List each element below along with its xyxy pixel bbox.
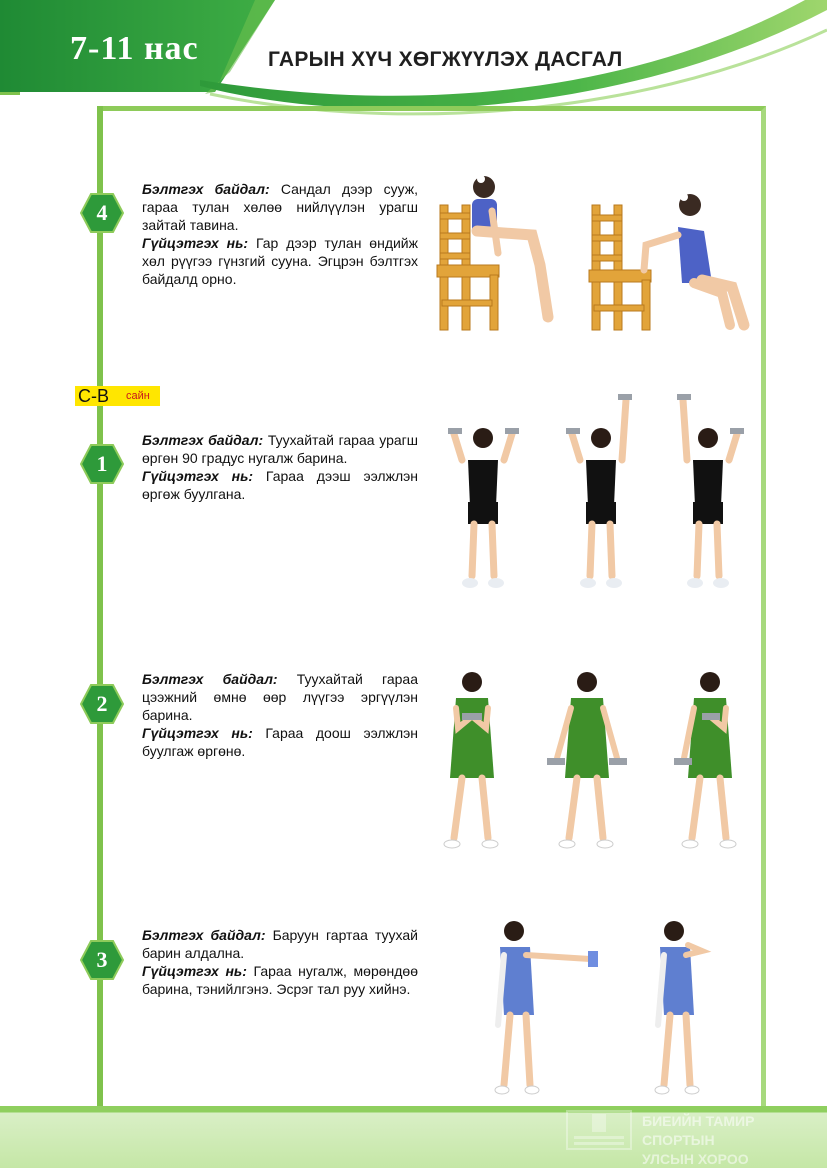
exec-label: Гүйцэтгэх нь: xyxy=(142,963,247,979)
exercise-number: 1 xyxy=(96,451,108,476)
level-label: сайн xyxy=(126,390,150,402)
age-label: 7-11 нас xyxy=(70,30,199,67)
exercise-number: 3 xyxy=(96,947,108,972)
exercise-number-badge xyxy=(80,940,124,980)
prep-text: Сандал дээр сууж, гараа тулан хөлөө нийлүүлэн урагш зайтай тавина. xyxy=(142,181,419,233)
footer-line-1: БИЕИЙН ТАМИР СПОРТЫН xyxy=(642,1113,755,1148)
prep-label: Бэлтгэх байдал: xyxy=(142,671,278,687)
exercise-photo-dumbbell-curl xyxy=(432,668,752,853)
exec-text: Гар дээр тулан өндийж хөл рүүгээ гүнзгий сууна. Эгцрэн бэлтгэх байдалд орно. xyxy=(142,235,418,287)
exec-text: Гараа дээш ээлжлэн өргөж буулгана. xyxy=(142,468,418,502)
exec-text: Гараа доош ээлжлэн буулгаж өргөнө. xyxy=(142,725,418,759)
prep-label: Бэлтгэх байдал: xyxy=(142,927,266,943)
exercise-description xyxy=(142,926,418,998)
exec-label: Гүйцэтгэх нь: xyxy=(142,725,253,741)
exercise-number-badge xyxy=(80,444,124,484)
level-code: С-В xyxy=(78,386,109,406)
exercise-number: 2 xyxy=(96,691,108,716)
prep-text: Туухайтай гараа цээжний өмнө өөр лүүгээ эргүүлэн барина. xyxy=(142,671,418,723)
footer-line-2: УЛСЫН ХОРОО xyxy=(642,1151,749,1167)
exercise-number-badge xyxy=(80,684,124,724)
prep-label: Бэлтгэх байдал: xyxy=(142,432,264,448)
exercise-description xyxy=(142,180,418,288)
exercise-photo-dumbbell-raise xyxy=(440,390,760,600)
page-title: ГАРЫН ХҮЧ ХӨГЖҮҮЛЭХ ДАСГАЛ xyxy=(268,48,623,71)
footer-organization xyxy=(642,1112,827,1169)
exercise-description xyxy=(142,670,418,760)
exercise-description xyxy=(142,431,418,503)
exec-text: Гараа нугалж, мөрөндөө барина, тэнийлгэнэ. Эсрэг тал руу хийнэ. xyxy=(142,963,418,997)
exec-label: Гүйцэтгэх нь: xyxy=(142,468,254,484)
exercise-photo-chair-sitting xyxy=(432,165,752,335)
exercise-photo-side-extension xyxy=(490,915,730,1095)
exercise-number: 4 xyxy=(96,200,108,225)
exercise-number-badge xyxy=(80,193,124,233)
prep-label: Бэлтгэх байдал: xyxy=(142,181,270,197)
exec-label: Гүйцэтгэх нь: xyxy=(142,235,249,251)
prep-text: Туухайтай гараа урагш өргөн 90 градус нугалж барина. xyxy=(142,432,418,466)
prep-text: Баруун гартаа туухай барин алдална. xyxy=(142,927,418,961)
footer-logo-icon xyxy=(566,1110,632,1150)
